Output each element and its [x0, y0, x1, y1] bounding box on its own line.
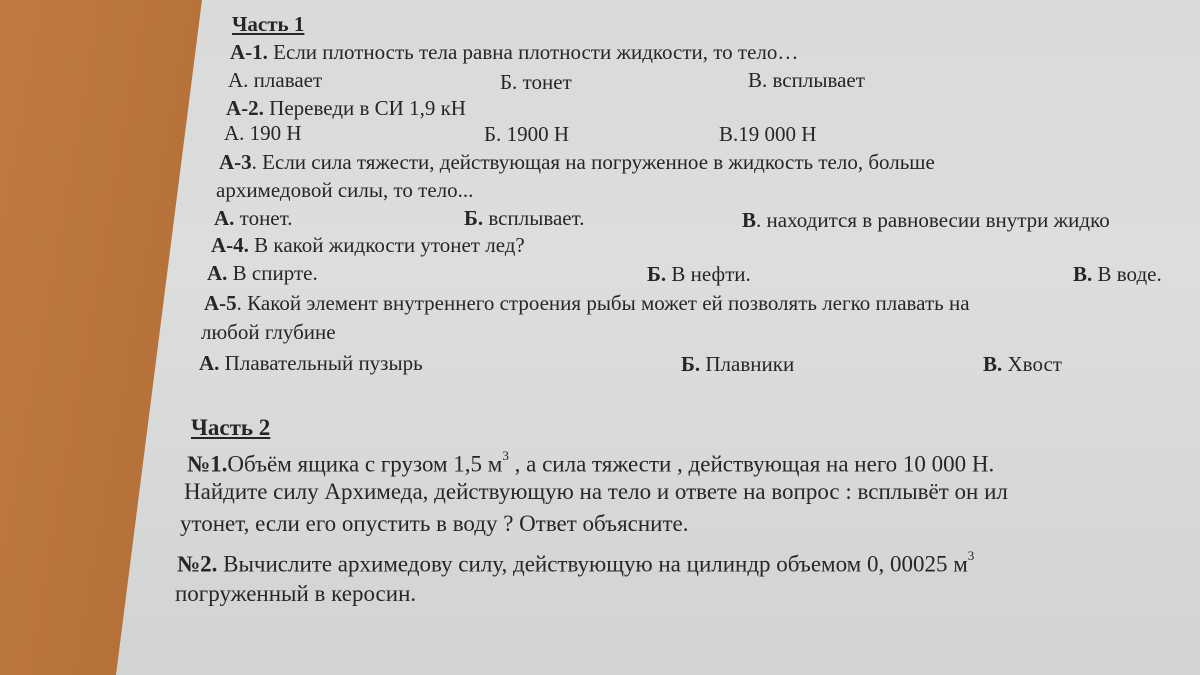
part2-title: Часть 2 — [191, 415, 271, 440]
question-text: Переведи в СИ 1,9 кН — [263, 96, 466, 120]
task-number: №1. — [187, 451, 228, 477]
part1-title: Часть 1 — [232, 12, 305, 36]
question-a5 — [204, 291, 970, 315]
task2-line1: №2. Вычислите архимедову силу, действующую на цилиндр объемом 0, 00025 $м^3$ — [177, 548, 975, 577]
question-a2 — [226, 96, 466, 120]
option-c: В. Хвост — [983, 352, 1062, 376]
question-a3-continued: архимедовой силы, то тело... — [216, 178, 474, 202]
question-number: А-4. — [211, 233, 249, 257]
option-a: А. В спирте. — [207, 261, 318, 285]
option-b: Б. тонет — [500, 70, 572, 94]
task2-line2: погруженный в керосин. — [175, 581, 417, 606]
option-b: Б. Плавники — [681, 352, 795, 376]
question-number: А-1. — [230, 40, 268, 64]
task1-line3: утонет, если его опустить в воду ? Ответ объясните. — [180, 511, 689, 536]
question-number: А-2. — [226, 96, 264, 120]
question-text: . Если сила тяжести, действующая на погруженное в жидкость тело, больше — [251, 150, 935, 174]
option-a: А. тонет. — [214, 206, 293, 230]
option-c: В. находится в равновесии внутри жидко — [742, 208, 1110, 232]
task1-line1: №1.Объём ящика с грузом 1,5 $м^3$ , а сила тяжести , действующая на него 10 000 Н. — [187, 448, 995, 477]
option-c: В.19 000 Н — [719, 122, 817, 146]
task1-line2: Найдите силу Архимеда, действующую на тело и ответе на вопрос : всплывёт он ил — [184, 479, 1008, 504]
question-a3 — [219, 150, 935, 174]
question-a5-continued: любой глубине — [201, 320, 336, 344]
option-c: В. В воде. — [1073, 262, 1162, 286]
question-a1 — [230, 40, 798, 64]
option-a: А. Плавательный пузырь — [199, 351, 423, 375]
option-a: А. плавает — [228, 68, 323, 92]
question-text: . Какой элемент внутреннего строения рыбы может ей позволять легко плавать на — [236, 291, 970, 315]
option-b: Б. В нефти. — [647, 262, 751, 286]
option-a: А. 190 Н — [224, 121, 302, 145]
question-text: Если плотность тела равна плотности жидкости, то тело… — [267, 40, 799, 64]
question-text: В какой жидкости утонет лед? — [248, 233, 525, 257]
option-b: Б. 1900 Н — [484, 122, 569, 146]
option-c: В. всплывает — [748, 68, 865, 92]
question-number: А-3 — [219, 150, 252, 174]
option-b: Б. всплывает. — [464, 206, 585, 230]
task-number: №2. — [177, 551, 218, 577]
question-number: А-5 — [204, 291, 237, 315]
question-a4 — [211, 233, 525, 257]
